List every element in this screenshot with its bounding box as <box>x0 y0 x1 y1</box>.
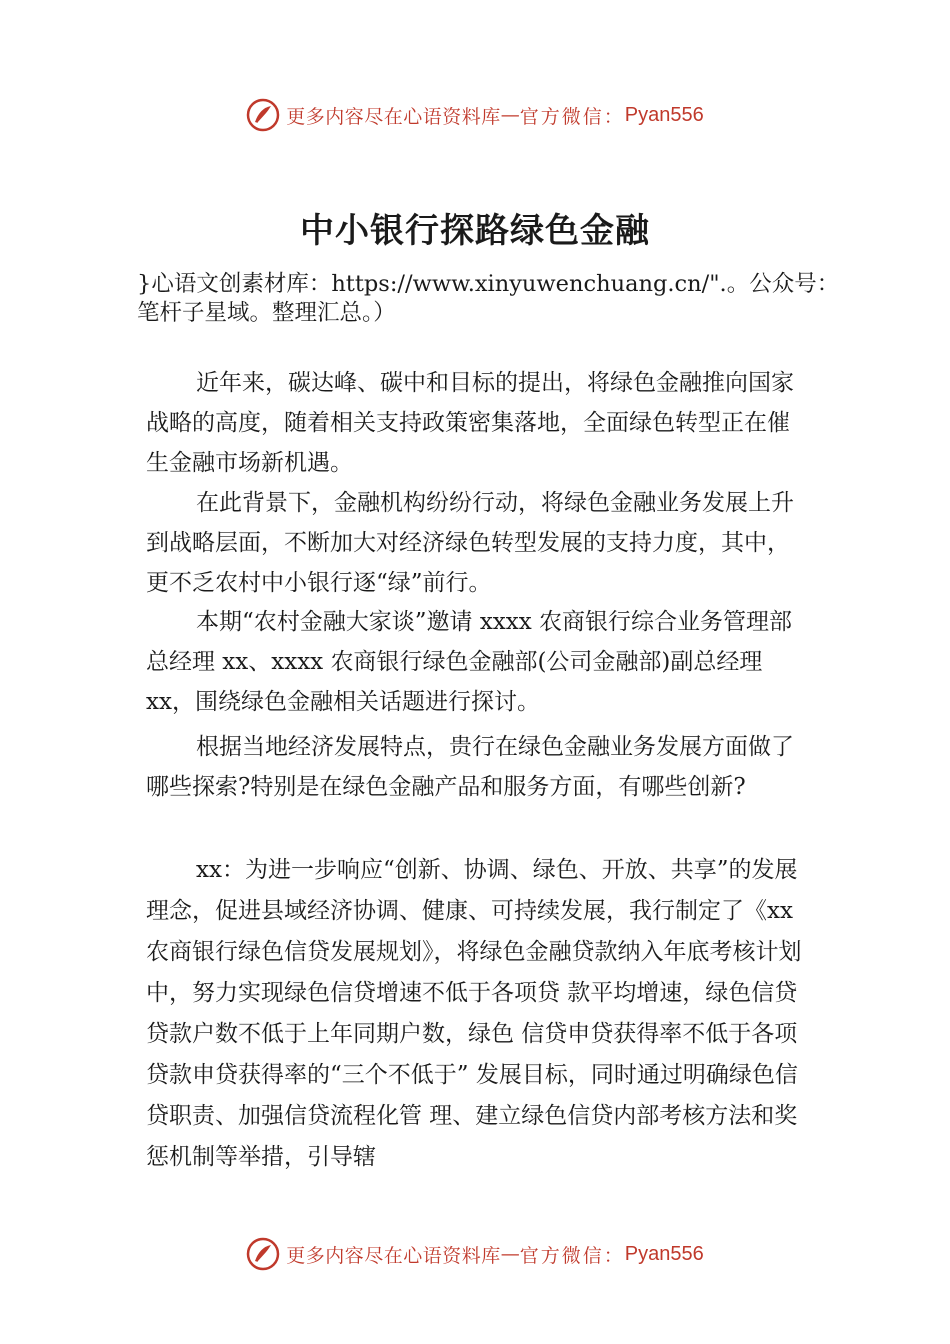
paragraph-2 <box>146 483 810 603</box>
wechat-id: Pyan556 <box>624 1242 704 1265</box>
source-note: }心语文创素材库：https://www.xinyuwenchuang.cn/".。公众号：笔杆子星域。整理汇总。） <box>137 271 840 326</box>
document-title: 中小银行探路绿色金融 <box>300 211 650 251</box>
logo-icon <box>246 98 280 132</box>
wechat-label: 官方微信： <box>519 105 625 128</box>
wechat-label: 官方微信： <box>519 1244 625 1267</box>
footer-watermark <box>0 1234 950 1274</box>
paragraph-text: 近年来，碳达峰、碳中和目标的提出，将绿色金融推向国家战略的高度，随着相关支持政策密集落地，全面绿色转型正在催生金融市场新机遇。 <box>146 370 794 476</box>
logo-icon <box>246 1237 280 1271</box>
watermark-text: 更多内容尽在心语资料库 <box>286 105 501 128</box>
paragraph-5 <box>146 850 810 1178</box>
paragraph-text: 根据当地经济发展特点，贵行在绿色金融业务发展方面做了哪些探索?特别是在绿色金融产品和服务方面，有哪些创新? <box>146 734 794 800</box>
watermark-dash: — <box>500 1243 520 1265</box>
paragraph-text: 本期“农村金融大家谈”邀请 xxxx 农商银行综合业务管理部总经理 xx、xxxx 农商银行绿色金融部(公司金融部)副总经理 xx，围绕绿色金融相关话题进行探讨。 <box>146 609 793 715</box>
paragraph-text: xx：为进一步响应“创新、协调、绿色、开放、共享”的发展理念，促进县域经济协调、健康、可持续发展，我行制定了《xx 农商银行绿色信贷发展规划》，将绿色金融贷款纳入年底考核计划中，努力实现绿色信贷增速不低于各项贷 款平均增速，绿色信贷贷款户数不低于上年同期户数，绿色 信贷申贷获得率不低于各项贷款申贷获得率的“三个不低于” 发展目标，同时通过明确绿色信贷职责、加强信贷流程化管 理、建立绿色信贷内部考核方法和奖惩机制等举措，引导辖 <box>146 857 802 1170</box>
header-watermark <box>0 95 950 135</box>
watermark-text: 更多内容尽在心语资料库 <box>286 1244 501 1267</box>
paragraph-3 <box>146 602 810 722</box>
paragraph-1 <box>146 363 810 483</box>
paragraph-text: 在此背景下，金融机构纷纷行动，将绿色金融业务发展上升到战略层面，不断加大对经济绿色转型发展的支持力度，其中，更不乏农村中小银行逐“绿”前行。 <box>146 490 794 596</box>
paragraph-4 <box>146 727 810 807</box>
wechat-id: Pyan556 <box>624 103 704 126</box>
watermark-dash: — <box>500 104 520 126</box>
